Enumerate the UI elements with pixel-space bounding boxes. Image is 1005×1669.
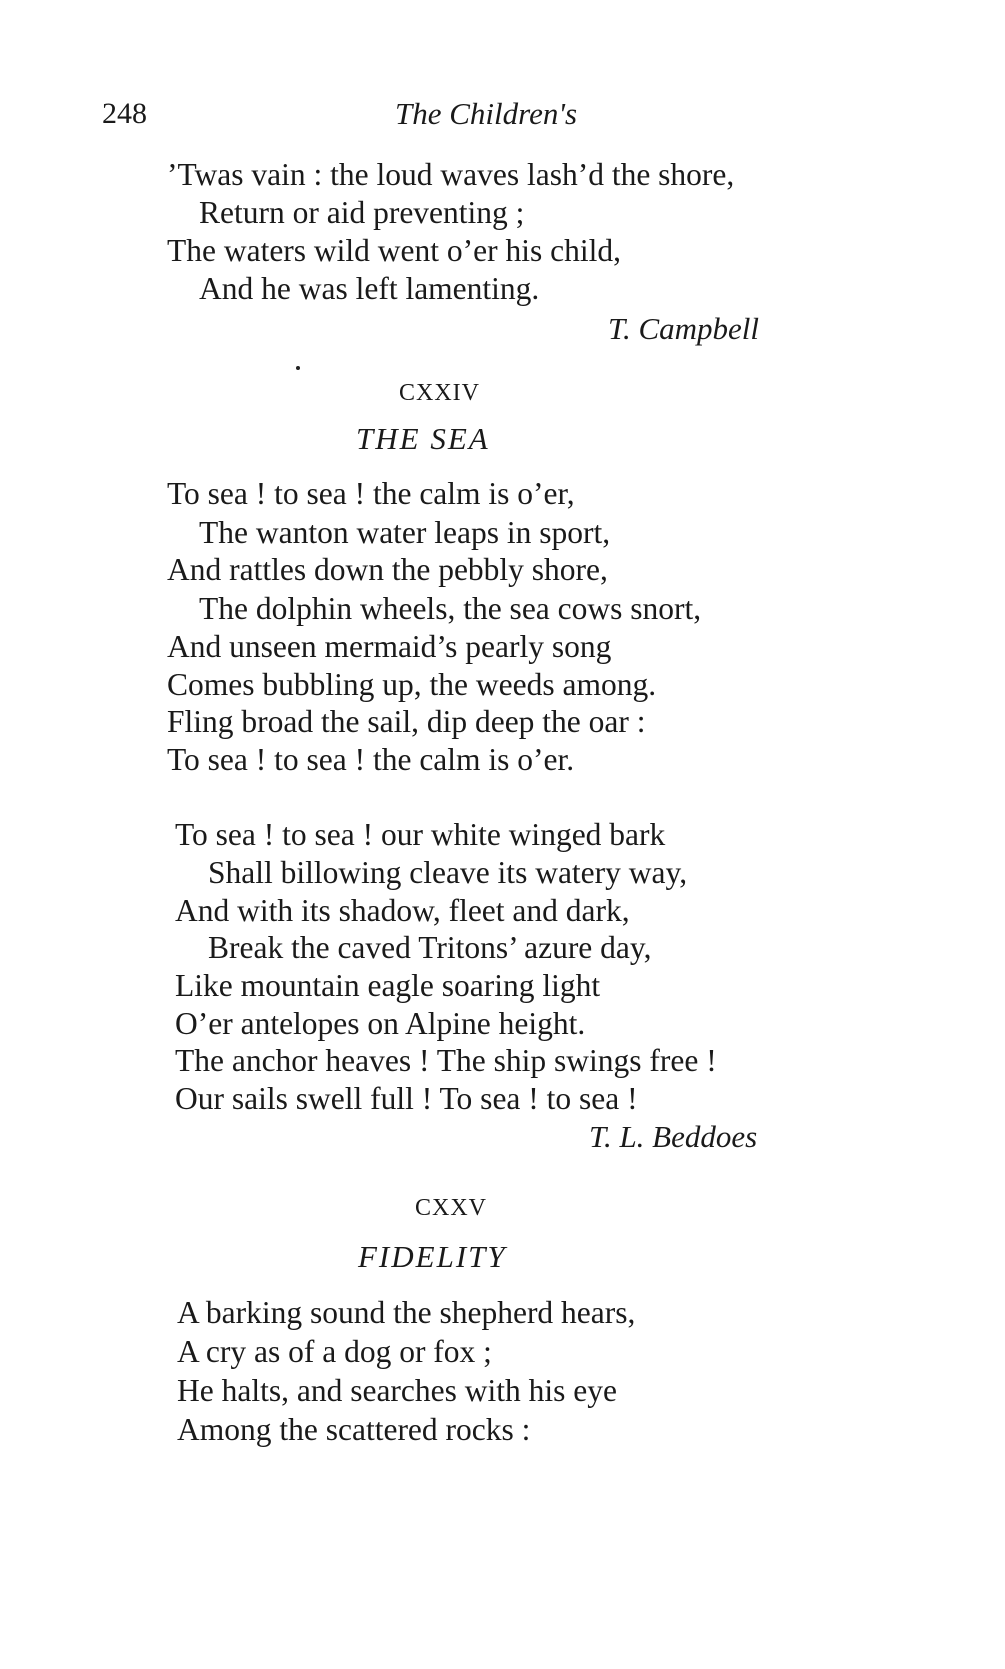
verse-line: Like mountain eagle soaring light: [175, 968, 601, 1003]
page-number: 248: [102, 97, 147, 130]
verse-line: Fling broad the sail, dip deep the oar :: [167, 704, 646, 739]
poem-numeral: CXXIV: [399, 380, 480, 406]
verse-line: And with its shadow, fleet and dark,: [175, 893, 630, 928]
poem-author: T. Campbell: [608, 311, 759, 346]
poem-author: T. L. Beddoes: [589, 1119, 758, 1154]
verse-line: And rattles down the pebbly shore,: [167, 552, 608, 587]
poem-title: FIDELITY: [358, 1239, 507, 1274]
verse-line: The waters wild went o’er his child,: [167, 233, 621, 268]
verse-line: ’Twas vain : the loud waves lash’d the shore,: [167, 157, 735, 192]
verse-line: He halts, and searches with his eye: [177, 1373, 617, 1408]
verse-line: O’er antelopes on Alpine height.: [175, 1006, 586, 1041]
verse-line: Our sails swell full ! To sea ! to sea !: [175, 1081, 638, 1116]
verse-line: The dolphin wheels, the sea cows snort,: [199, 591, 702, 626]
running-title: The Children's: [395, 96, 578, 131]
print-speck: [296, 366, 300, 370]
verse-line: To sea ! to sea ! the calm is o’er.: [167, 742, 575, 777]
poem-numeral: CXXV: [415, 1195, 488, 1221]
poem-title: THE SEA: [356, 421, 490, 456]
verse-line: Break the caved Tritons’ azure day,: [208, 930, 652, 965]
verse-line: And he was left lamenting.: [199, 271, 540, 306]
verse-line: To sea ! to sea ! our white winged bark: [175, 817, 666, 852]
verse-line: Return or aid preventing ;: [199, 195, 525, 230]
verse-line: And unseen mermaid’s pearly song: [167, 629, 612, 664]
verse-line: To sea ! to sea ! the calm is o’er,: [167, 476, 575, 511]
verse-line: Among the scattered rocks :: [177, 1412, 531, 1447]
verse-line: Shall billowing cleave its watery way,: [208, 855, 688, 890]
verse-line: A cry as of a dog or fox ;: [177, 1334, 492, 1369]
verse-line: A barking sound the shepherd hears,: [177, 1295, 636, 1330]
verse-line: The anchor heaves ! The ship swings free !: [175, 1043, 717, 1078]
verse-line: Comes bubbling up, the weeds among.: [167, 667, 657, 702]
verse-line: The wanton water leaps in sport,: [199, 515, 611, 550]
